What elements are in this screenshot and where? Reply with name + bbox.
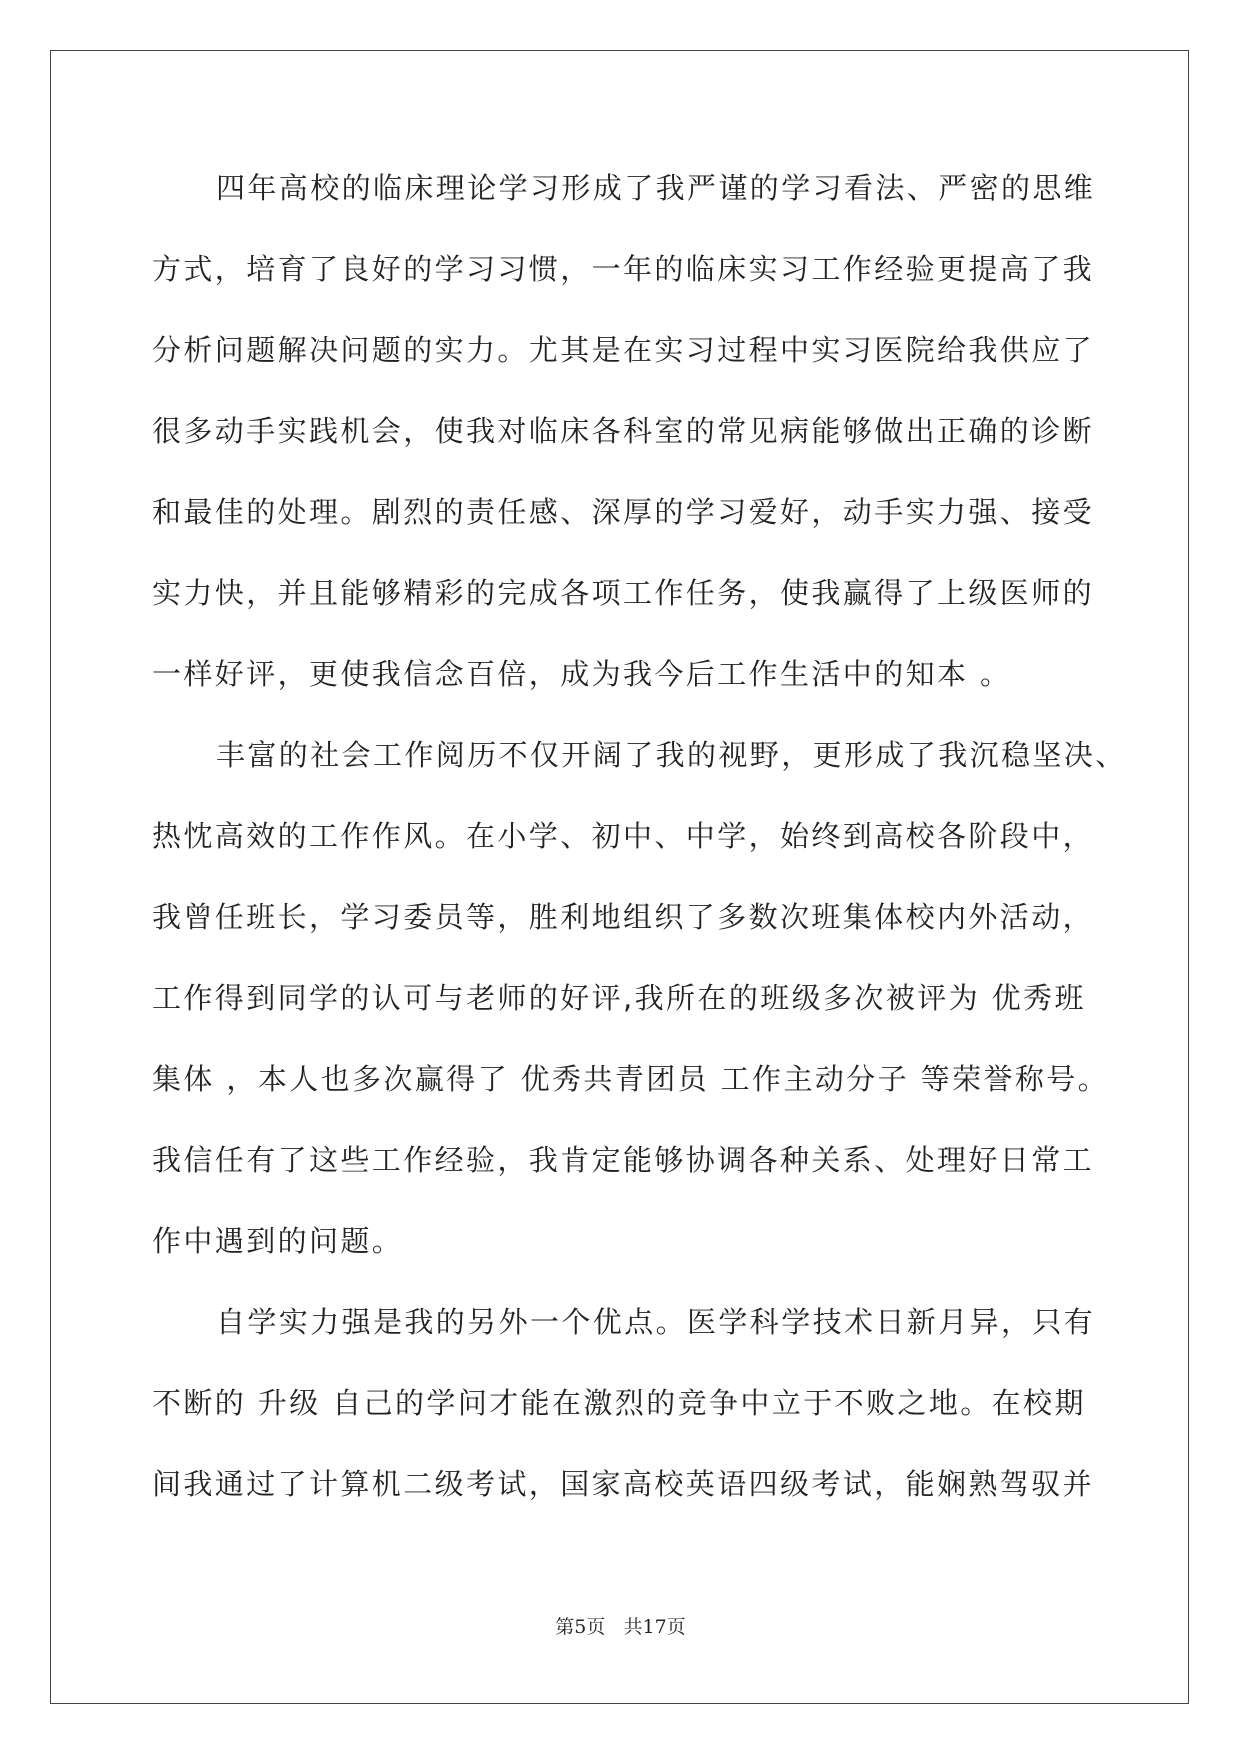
text-line: 四年高校的临床理论学习形成了我严谨的学习看法、严密的思维 xyxy=(216,171,1096,205)
text-line: 自学实力强是我的另外一个优点。医学科学技术日新月异，只有 xyxy=(216,1305,1096,1339)
text-line: 实力快，并且能够精彩的完成各项工作任务，使我赢得了上级医师的 xyxy=(152,576,1095,610)
text-line: 丰富的社会工作阅历不仅开阔了我的视野，更形成了我沉稳坚决、 xyxy=(216,738,1127,772)
text-line: 间我通过了计算机二级考试，国家高校英语四级考试，能娴熟驾驭并 xyxy=(152,1467,1095,1501)
document-body xyxy=(152,168,1127,1545)
text-line: 分析问题解决问题的实力。尤其是在实习过程中实习医院给我供应了 xyxy=(152,333,1095,367)
text-line: 一样好评，更使我信念百倍，成为我今后工作生活中的知本 。 xyxy=(152,657,1012,691)
text-line: 很多动手实践机会，使我对临床各科室的常见病能够做出正确的诊断 xyxy=(152,414,1095,448)
text-line: 我信任有了这些工作经验，我肯定能够协调各种关系、处理好日常工 xyxy=(152,1143,1095,1177)
text-line: 我曾任班长，学习委员等，胜利地组织了多数次班集体校内外活动， xyxy=(152,900,1095,934)
text-line: 方式，培育了良好的学习习惯，一年的临床实习工作经验更提高了我 xyxy=(152,252,1095,286)
page-footer: 第5页 共17页 xyxy=(555,1616,686,1638)
text-line: 集体 ，本人也多次赢得了 优秀共青团员 工作主动分子 等荣誉称号。 xyxy=(152,1062,1110,1096)
text-line: 和最佳的处理。剧烈的责任感、深厚的学习爱好，动手实力强、接受 xyxy=(152,495,1095,529)
text-line: 不断的 升级 自己的学问才能在激烈的竞争中立于不败之地。在校期 xyxy=(152,1386,1086,1420)
text-line: 工作得到同学的认可与老师的好评,我所在的班级多次被评为 优秀班 xyxy=(152,981,1086,1015)
text-line: 热忱高效的工作作风。在小学、初中、中学，始终到高校各阶段中， xyxy=(152,819,1095,853)
text-line: 作中遇到的问题。 xyxy=(152,1224,404,1258)
